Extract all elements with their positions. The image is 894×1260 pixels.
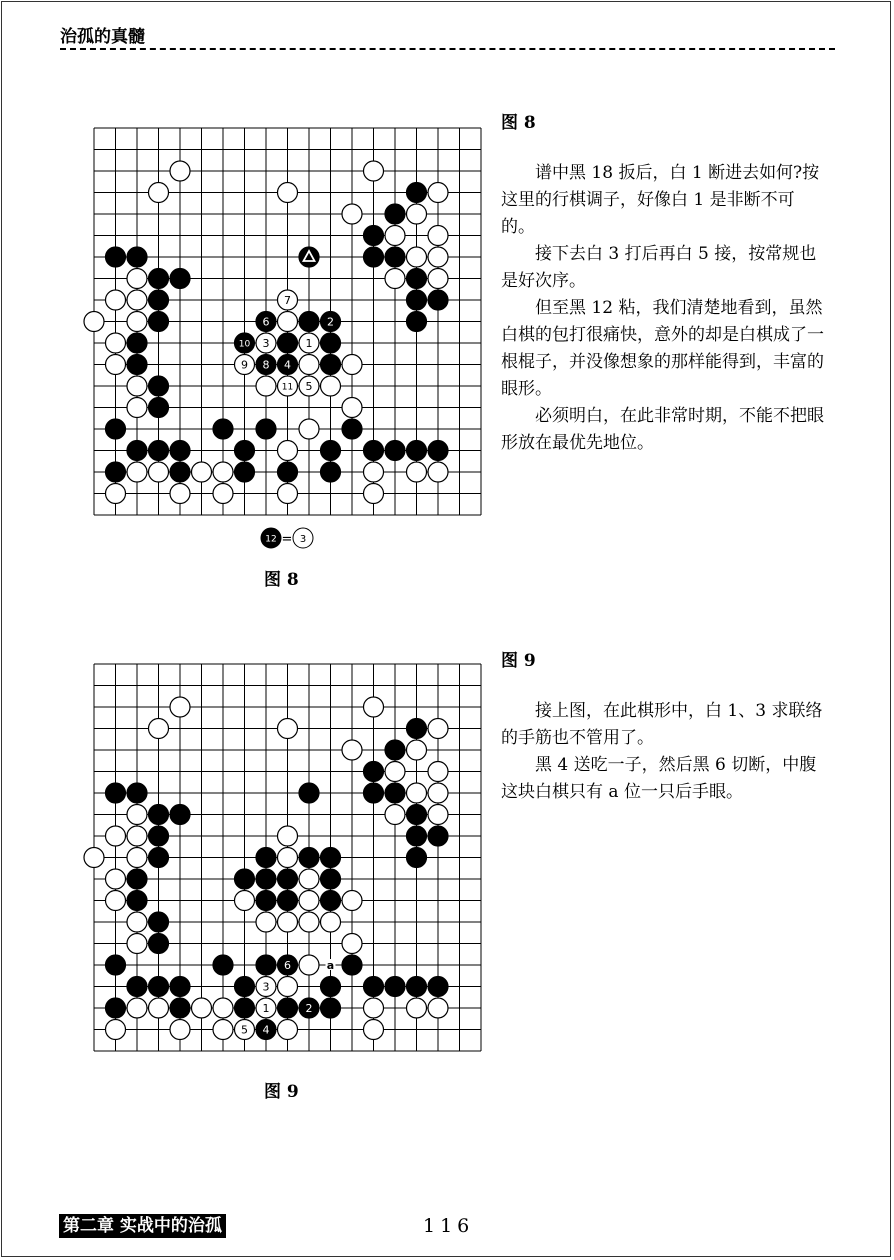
running-header-title: 治孤的真髓 — [60, 27, 145, 47]
black-stone — [170, 977, 190, 997]
black-stone — [149, 848, 169, 868]
white-stone — [428, 719, 448, 739]
white-stone — [407, 204, 427, 224]
figure-8-paragraph: 接下去白 3 打后再白 5 接，按常规也是好次序。 — [501, 244, 817, 291]
black-stone — [407, 848, 427, 868]
black-stone — [235, 869, 255, 889]
white-stone — [278, 848, 298, 868]
white-stone — [127, 998, 147, 1018]
black-stone — [321, 869, 341, 889]
white-stone — [149, 462, 169, 482]
white-stone — [342, 740, 362, 760]
black-stone — [428, 977, 448, 997]
black-stone — [385, 740, 405, 760]
black-stone — [299, 783, 319, 803]
header-rule — [60, 48, 835, 50]
black-stone — [149, 805, 169, 825]
white-stone — [170, 161, 190, 181]
white-stone — [213, 462, 233, 482]
white-stone — [364, 484, 384, 504]
white-stone — [149, 998, 169, 1018]
figure-8-move-note — [260, 527, 320, 555]
black-stone — [321, 441, 341, 461]
figure-9-side-title: 图 9 — [501, 651, 536, 671]
black-stone — [256, 869, 276, 889]
white-stone — [106, 1020, 126, 1040]
move-number: 5 — [241, 1023, 248, 1037]
go-board-figure-8-canvas — [82, 116, 494, 528]
black-stone — [321, 998, 341, 1018]
note-white-move: 3 — [299, 534, 307, 545]
white-stone — [364, 998, 384, 1018]
black-stone — [106, 998, 126, 1018]
move-number: 2 — [305, 1002, 313, 1015]
figure-9-commentary — [501, 698, 827, 806]
move-number: 11 — [281, 382, 294, 393]
black-stone — [256, 848, 276, 868]
white-stone — [428, 226, 448, 246]
go-board-figure-9 — [82, 652, 494, 1064]
note-black-move: 12 — [265, 534, 277, 545]
white-stone — [106, 891, 126, 911]
black-stone — [127, 783, 147, 803]
figure-8-paragraph: 但至黑 12 粘，我们清楚地看到，虽然白棋的包打很痛快，意外的却是白棋成了一根棍子，并没像想象的那样能得到，丰富的眼形。 — [501, 298, 824, 399]
black-stone — [278, 869, 298, 889]
white-stone — [278, 1020, 298, 1040]
black-stone — [407, 312, 427, 332]
white-stone — [213, 484, 233, 504]
black-stone — [407, 826, 427, 846]
white-stone — [428, 462, 448, 482]
white-stone — [428, 783, 448, 803]
black-stone — [256, 955, 276, 975]
black-stone — [407, 977, 427, 997]
white-stone — [342, 398, 362, 418]
move-number: 7 — [284, 294, 291, 307]
black-stone — [321, 355, 341, 375]
black-stone — [407, 441, 427, 461]
white-stone — [149, 719, 169, 739]
black-stone — [385, 204, 405, 224]
white-stone — [256, 912, 276, 932]
black-stone — [149, 977, 169, 997]
white-stone — [170, 697, 190, 717]
black-stone — [364, 783, 384, 803]
black-stone — [407, 805, 427, 825]
figure-8-paragraph: 谱中黑 18 扳后，白 1 断进去如何?按这里的行棋调子，好像白 1 是非断不可的。 — [501, 163, 820, 237]
white-stone — [407, 247, 427, 267]
move-number: 2 — [327, 315, 334, 329]
black-stone — [149, 376, 169, 396]
black-stone — [407, 719, 427, 739]
black-stone — [428, 441, 448, 461]
black-stone — [106, 247, 126, 267]
figure-8-side-title: 图 8 — [501, 113, 536, 133]
move-number: 8 — [262, 358, 270, 372]
move-number: 1 — [262, 1002, 270, 1015]
white-stone — [127, 312, 147, 332]
black-stone — [106, 783, 126, 803]
white-stone — [364, 161, 384, 181]
black-stone — [342, 955, 362, 975]
figure-9-caption: 图 9 — [264, 1082, 299, 1102]
black-stone — [278, 998, 298, 1018]
white-stone — [278, 912, 298, 932]
black-stone — [213, 955, 233, 975]
white-stone — [278, 826, 298, 846]
white-stone — [235, 891, 255, 911]
white-stone — [192, 998, 212, 1018]
white-stone — [299, 955, 319, 975]
black-stone — [149, 826, 169, 846]
black-stone — [149, 912, 169, 932]
white-stone — [385, 226, 405, 246]
white-stone — [385, 762, 405, 782]
go-board-figure-8 — [82, 116, 494, 528]
black-stone — [364, 977, 384, 997]
black-stone — [170, 805, 190, 825]
black-stone — [321, 462, 341, 482]
black-stone — [149, 269, 169, 289]
white-stone — [428, 269, 448, 289]
black-stone — [235, 998, 255, 1018]
black-stone — [170, 441, 190, 461]
white-stone — [213, 998, 233, 1018]
figure-8-commentary — [501, 160, 827, 457]
black-stone — [256, 419, 276, 439]
white-stone — [407, 998, 427, 1018]
white-stone — [278, 441, 298, 461]
white-stone — [428, 247, 448, 267]
white-stone — [84, 312, 104, 332]
white-stone — [106, 290, 126, 310]
white-stone — [364, 697, 384, 717]
move-number: 3 — [262, 337, 270, 350]
black-stone — [149, 398, 169, 418]
black-stone — [385, 783, 405, 803]
move-number: 3 — [262, 980, 270, 994]
black-stone — [364, 762, 384, 782]
white-stone — [106, 355, 126, 375]
white-stone — [342, 891, 362, 911]
chapter-label: 第二章 实战中的治孤 — [59, 1214, 226, 1238]
black-stone — [385, 441, 405, 461]
go-board-figure-9-canvas — [82, 652, 494, 1064]
white-stone — [106, 333, 126, 353]
white-stone — [428, 762, 448, 782]
black-stone — [342, 419, 362, 439]
white-stone — [342, 934, 362, 954]
black-stone — [278, 333, 298, 353]
black-stone — [149, 441, 169, 461]
move-number: 1 — [305, 337, 313, 350]
black-stone — [256, 891, 276, 911]
figure-8-paragraph: 必须明白，在此非常时期，不能不把眼形放在最优先地位。 — [501, 406, 824, 453]
black-stone — [106, 419, 126, 439]
move-number: 5 — [305, 380, 313, 393]
figure-8-caption: 图 8 — [264, 570, 299, 590]
white-stone — [106, 826, 126, 846]
white-stone — [149, 183, 169, 203]
black-stone — [385, 247, 405, 267]
white-stone — [127, 269, 147, 289]
white-stone — [321, 376, 341, 396]
note-equals: = — [281, 532, 293, 547]
black-stone — [149, 290, 169, 310]
black-stone — [321, 848, 341, 868]
white-stone — [364, 462, 384, 482]
white-stone — [299, 891, 319, 911]
black-stone — [127, 869, 147, 889]
white-stone — [127, 805, 147, 825]
black-stone — [127, 355, 147, 375]
white-stone — [407, 462, 427, 482]
white-stone — [299, 912, 319, 932]
black-stone — [364, 226, 384, 246]
black-stone — [106, 955, 126, 975]
black-stone — [321, 891, 341, 911]
white-stone — [299, 869, 319, 889]
black-stone — [428, 826, 448, 846]
white-stone — [213, 1020, 233, 1040]
black-stone — [170, 998, 190, 1018]
white-stone — [321, 912, 341, 932]
white-stone — [127, 848, 147, 868]
move-number: 10 — [238, 339, 251, 350]
black-stone — [364, 247, 384, 267]
figure-9-paragraph: 黑 4 送吃一子，然后黑 6 切断，中腹这块白棋只有 a 位一只后手眼。 — [501, 755, 817, 802]
black-stone — [407, 183, 427, 203]
black-stone — [299, 312, 319, 332]
white-stone — [127, 462, 147, 482]
white-stone — [299, 419, 319, 439]
black-stone — [407, 269, 427, 289]
black-stone — [127, 333, 147, 353]
black-stone — [407, 290, 427, 310]
black-stone — [235, 977, 255, 997]
white-stone — [278, 484, 298, 504]
black-stone — [127, 247, 147, 267]
white-stone — [342, 204, 362, 224]
black-stone — [278, 891, 298, 911]
black-stone — [106, 462, 126, 482]
white-stone — [84, 848, 104, 868]
white-stone — [106, 869, 126, 889]
figure-9-paragraph: 接上图，在此棋形中，白 1、3 求联络的手筋也不管用了。 — [501, 701, 823, 748]
black-stone — [170, 462, 190, 482]
black-stone — [428, 290, 448, 310]
white-stone — [127, 398, 147, 418]
move-number: 4 — [284, 358, 291, 372]
white-stone — [127, 826, 147, 846]
white-stone — [127, 290, 147, 310]
white-stone — [170, 1020, 190, 1040]
white-stone — [278, 977, 298, 997]
black-stone — [278, 462, 298, 482]
white-stone — [127, 912, 147, 932]
black-stone — [235, 462, 255, 482]
move-number: 4 — [262, 1023, 270, 1037]
white-stone — [385, 269, 405, 289]
black-stone — [149, 934, 169, 954]
white-stone — [127, 934, 147, 954]
black-stone — [127, 891, 147, 911]
white-stone — [278, 183, 298, 203]
white-stone — [299, 355, 319, 375]
white-stone — [428, 805, 448, 825]
black-stone — [299, 848, 319, 868]
white-stone — [127, 376, 147, 396]
white-stone — [364, 1020, 384, 1040]
white-stone — [407, 783, 427, 803]
move-number: 9 — [241, 358, 248, 372]
white-stone — [428, 183, 448, 203]
white-stone — [256, 376, 276, 396]
black-stone — [170, 269, 190, 289]
black-stone — [321, 977, 341, 997]
black-stone — [235, 441, 255, 461]
move-number: 6 — [284, 959, 291, 972]
white-stone — [106, 484, 126, 504]
white-stone — [428, 998, 448, 1018]
black-stone — [213, 419, 233, 439]
move-number: 6 — [262, 315, 270, 329]
white-stone — [342, 355, 362, 375]
black-stone — [127, 441, 147, 461]
white-stone — [192, 462, 212, 482]
black-stone — [385, 977, 405, 997]
page-number: 116 — [423, 1215, 475, 1237]
white-stone — [385, 805, 405, 825]
black-stone — [321, 333, 341, 353]
black-stone — [364, 441, 384, 461]
black-stone — [127, 977, 147, 997]
white-stone — [170, 484, 190, 504]
black-stone — [149, 312, 169, 332]
point-a-label: a — [326, 959, 335, 972]
white-stone — [278, 719, 298, 739]
white-stone — [278, 312, 298, 332]
white-stone — [407, 740, 427, 760]
